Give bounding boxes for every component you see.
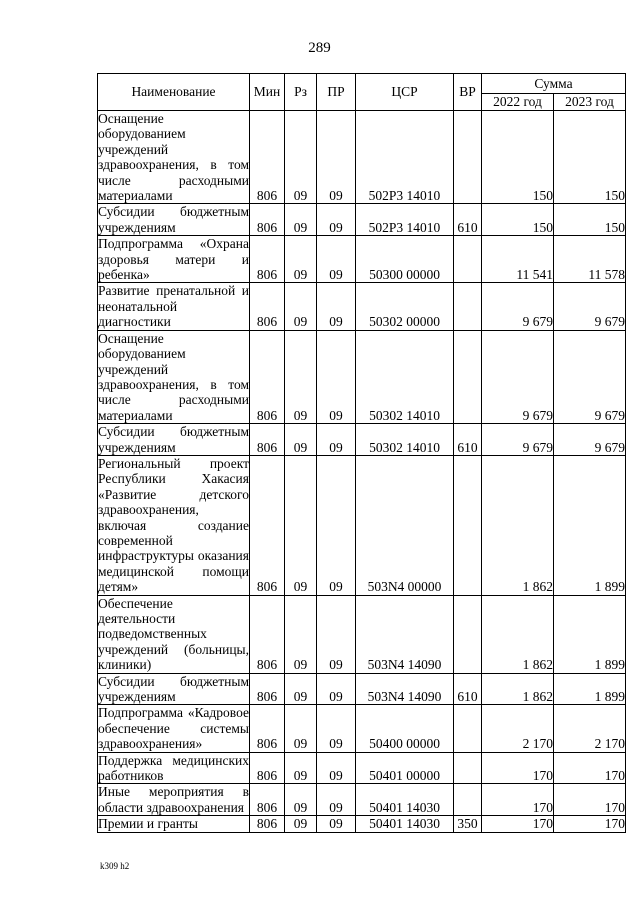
row-min: 806 — [250, 283, 285, 330]
row-2022: 1 862 — [482, 455, 554, 595]
row-2023: 9 679 — [554, 330, 626, 423]
row-2022: 9 679 — [482, 283, 554, 330]
row-2023: 1 899 — [554, 673, 626, 705]
row-rz: 09 — [285, 784, 317, 816]
row-rz: 09 — [285, 204, 317, 236]
row-vr — [454, 455, 482, 595]
table-row — [98, 204, 626, 236]
table-row — [98, 673, 626, 705]
row-2023: 170 — [554, 752, 626, 784]
row-rz: 09 — [285, 673, 317, 705]
row-2022: 9 679 — [482, 424, 554, 456]
row-rz: 09 — [285, 283, 317, 330]
row-rz: 09 — [285, 330, 317, 423]
row-vr — [454, 236, 482, 283]
row-2023: 150 — [554, 204, 626, 236]
row-pr: 09 — [317, 752, 356, 784]
row-name: Премии и гранты — [98, 816, 250, 832]
row-rz: 09 — [285, 816, 317, 832]
table-row — [98, 236, 626, 283]
row-pr: 09 — [317, 283, 356, 330]
row-name: Субсидии бюджетным учреждениям — [98, 204, 249, 235]
row-name: Подпрограмма «Охрана здоровья матери и ребенка» — [98, 236, 249, 283]
row-csr: 503N4 00000 — [356, 455, 454, 595]
row-name: Оснащение оборудованием учреждений здравоохранения, в том числе расходными материалами — [98, 111, 249, 204]
row-name: Обеспечение деятельности подведомственных учреждений (больницы, клиники) — [98, 595, 249, 673]
row-csr: 50300 00000 — [356, 236, 454, 283]
row-csr: 502P3 14010 — [356, 204, 454, 236]
row-min: 806 — [250, 111, 285, 204]
row-pr: 09 — [317, 204, 356, 236]
row-vr: 610 — [454, 673, 482, 705]
row-csr: 50401 14030 — [356, 784, 454, 816]
row-min: 806 — [250, 673, 285, 705]
row-2023: 1 899 — [554, 595, 626, 673]
row-2022: 150 — [482, 204, 554, 236]
row-min: 806 — [250, 784, 285, 816]
row-csr: 502P3 14010 — [356, 111, 454, 204]
table-row — [98, 816, 626, 832]
row-2022: 170 — [482, 784, 554, 816]
row-min: 806 — [250, 204, 285, 236]
row-name: Субсидии бюджетным учреждениям — [98, 673, 249, 705]
header-rz: Рз — [285, 74, 317, 111]
header-min: Мин — [250, 74, 285, 111]
row-2023: 2 170 — [554, 705, 626, 752]
row-name: Субсидии бюджетным учреждениям — [98, 424, 249, 455]
table-row — [98, 784, 626, 816]
table-row — [98, 455, 626, 595]
row-rz: 09 — [285, 111, 317, 204]
footer-code: k309 h2 — [100, 861, 130, 871]
row-2022: 170 — [482, 752, 554, 784]
header-csr: ЦСР — [356, 74, 454, 111]
row-pr: 09 — [317, 705, 356, 752]
row-csr: 50302 00000 — [356, 283, 454, 330]
row-2022: 11 541 — [482, 236, 554, 283]
row-vr — [454, 330, 482, 423]
row-name: Развитие пренатальной и неонатальной диагностики — [98, 283, 249, 330]
row-name: Оснащение оборудованием учреждений здравоохранения, в том числе расходными материалами — [98, 330, 249, 423]
row-2023: 1 899 — [554, 455, 626, 595]
row-min: 806 — [250, 752, 285, 784]
row-rz: 09 — [285, 752, 317, 784]
row-min: 806 — [250, 424, 285, 456]
row-vr — [454, 595, 482, 673]
header-2023: 2023 год — [554, 94, 626, 111]
row-vr — [454, 111, 482, 204]
row-csr: 50400 00000 — [356, 705, 454, 752]
row-csr: 50401 14030 — [356, 816, 454, 832]
row-pr: 09 — [317, 424, 356, 456]
row-vr: 610 — [454, 424, 482, 456]
row-2022: 150 — [482, 111, 554, 204]
page-number: 289 — [308, 40, 331, 56]
header-pr: ПР — [317, 74, 356, 111]
row-2022: 9 679 — [482, 330, 554, 423]
row-vr — [454, 784, 482, 816]
row-2023: 9 679 — [554, 283, 626, 330]
row-name: Подпрограмма «Кадровое обеспечение системы здравоохранения» — [98, 705, 249, 752]
table-row — [98, 111, 626, 204]
row-2023: 150 — [554, 111, 626, 204]
row-pr: 09 — [317, 595, 356, 673]
row-vr — [454, 283, 482, 330]
header-2022: 2022 год — [482, 94, 554, 111]
row-rz: 09 — [285, 705, 317, 752]
table-row — [98, 330, 626, 423]
row-2022: 2 170 — [482, 705, 554, 752]
row-2023: 9 679 — [554, 424, 626, 456]
row-min: 806 — [250, 595, 285, 673]
row-vr — [454, 752, 482, 784]
row-pr: 09 — [317, 673, 356, 705]
row-2022: 170 — [482, 816, 554, 832]
row-pr: 09 — [317, 330, 356, 423]
row-pr: 09 — [317, 784, 356, 816]
row-name: Региональный проект Республики Хакасия «Развитие детского здравоохранения, включая создание современной инфраструктуры оказания медицинской помощи детям» — [98, 455, 249, 595]
header-vr: ВР — [454, 74, 482, 111]
row-min: 806 — [250, 330, 285, 423]
row-csr: 503N4 14090 — [356, 595, 454, 673]
row-pr: 09 — [317, 816, 356, 832]
row-2023: 11 578 — [554, 236, 626, 283]
row-min: 806 — [250, 816, 285, 832]
row-csr: 50302 14010 — [356, 330, 454, 423]
table-row — [98, 424, 626, 456]
row-rz: 09 — [285, 455, 317, 595]
row-rz: 09 — [285, 595, 317, 673]
row-2023: 170 — [554, 816, 626, 832]
header-sum: Сумма — [482, 74, 626, 94]
row-name: Иные мероприятия в области здравоохранения — [98, 784, 249, 815]
row-pr: 09 — [317, 111, 356, 204]
row-vr — [454, 705, 482, 752]
row-csr: 50302 14010 — [356, 424, 454, 456]
row-rz: 09 — [285, 424, 317, 456]
budget-table — [97, 73, 626, 833]
row-2022: 1 862 — [482, 673, 554, 705]
header-name: Наименование — [98, 74, 250, 111]
table-row — [98, 705, 626, 752]
table-row — [98, 752, 626, 784]
table-row — [98, 283, 626, 330]
row-pr: 09 — [317, 236, 356, 283]
row-rz: 09 — [285, 236, 317, 283]
row-vr: 350 — [454, 816, 482, 832]
row-2022: 1 862 — [482, 595, 554, 673]
row-vr: 610 — [454, 204, 482, 236]
row-pr: 09 — [317, 455, 356, 595]
row-name: Поддержка медицинских работников — [98, 752, 249, 784]
row-min: 806 — [250, 236, 285, 283]
row-min: 806 — [250, 705, 285, 752]
row-csr: 503N4 14090 — [356, 673, 454, 705]
row-min: 806 — [250, 455, 285, 595]
row-csr: 50401 00000 — [356, 752, 454, 784]
table-row — [98, 595, 626, 673]
row-2023: 170 — [554, 784, 626, 816]
